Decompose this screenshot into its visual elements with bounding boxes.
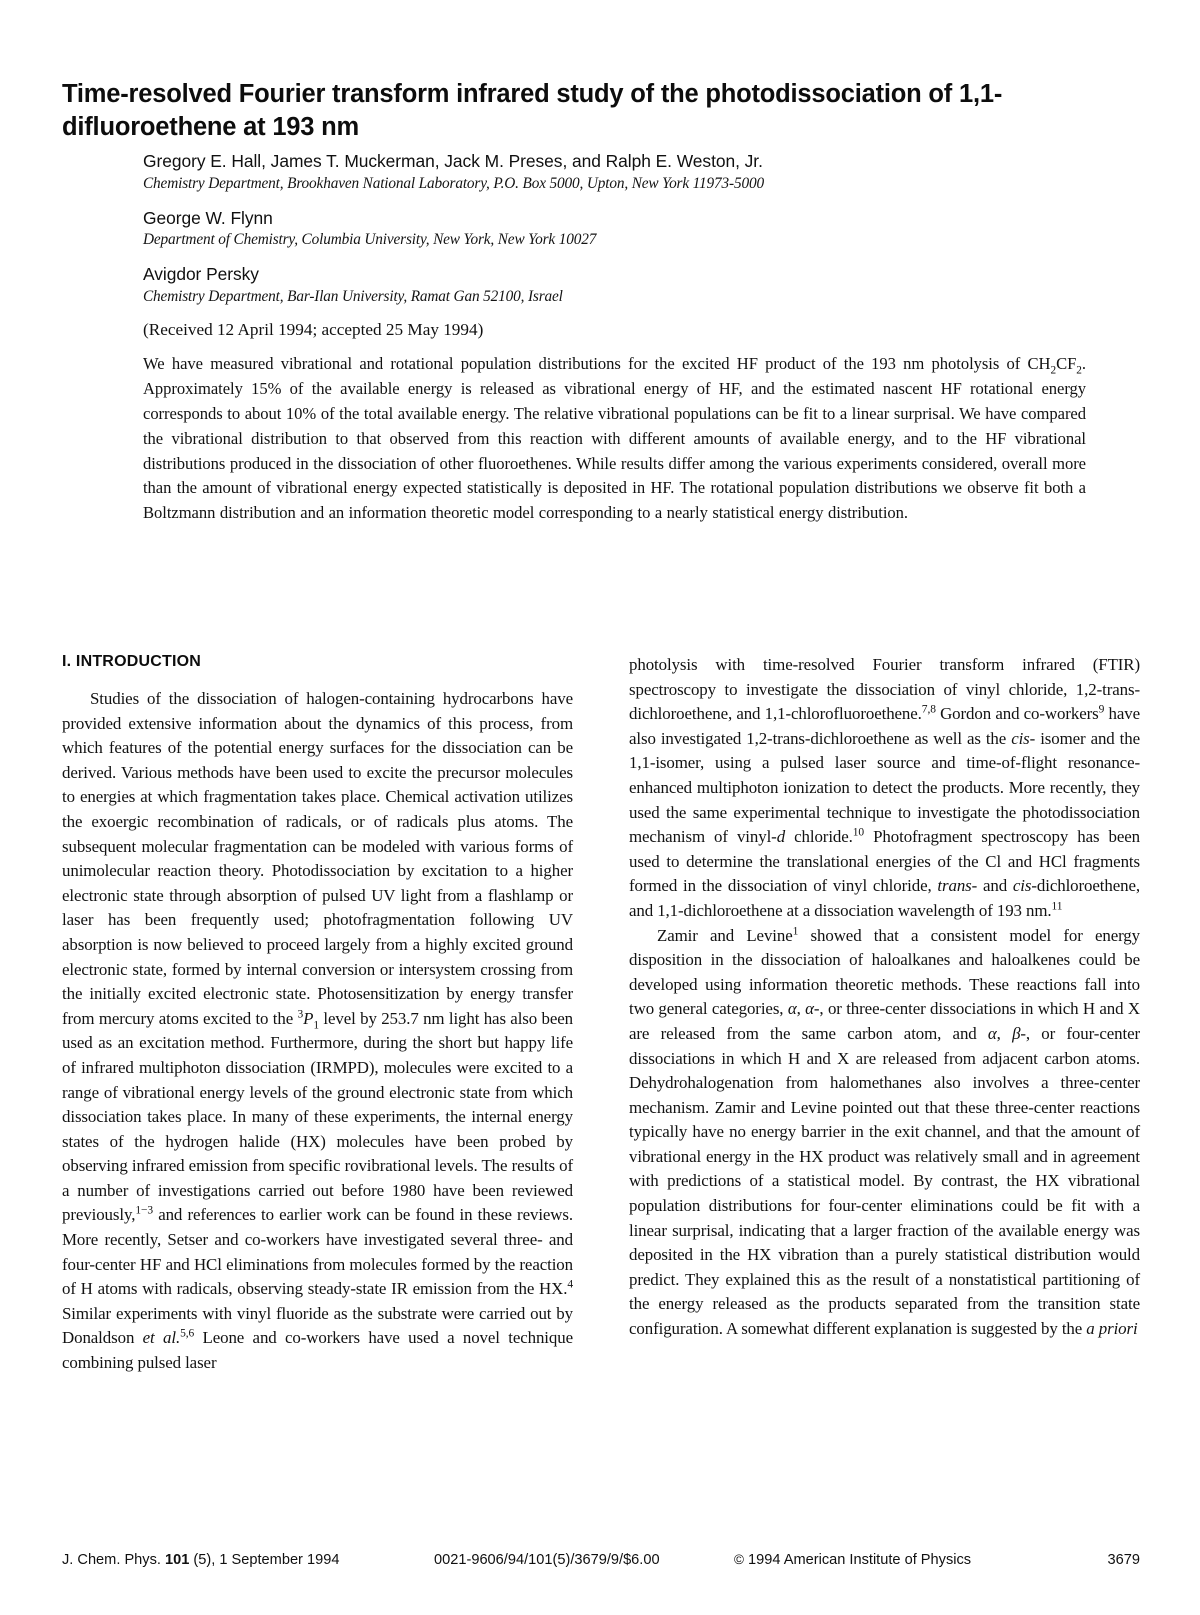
greek-alpha: α- — [805, 999, 820, 1019]
para-text: and references to earlier work can be found in these reviews. More recently, Setser and co-workers have investigated several three- and four-center HF and HCl eliminations from molecules formed by the reaction of H atoms with radicals, observing steady-state IR emission from the HX. — [62, 1205, 573, 1299]
author-group-3 — [143, 263, 1143, 307]
paragraph-zamir-levine — [629, 924, 1140, 1342]
para-text: chloride. — [785, 827, 853, 847]
citation-ref: 1 — [792, 924, 799, 937]
et-al-italic: et al. — [142, 1328, 181, 1348]
section-heading-introduction: I. INTRODUCTION — [62, 653, 201, 670]
para-text: , — [796, 999, 806, 1019]
abstract-text-1: We have measured vibrational and rotational population distributions for the excited HF product of the 193 nm photolysis of CH — [143, 354, 1051, 373]
para-text: Studies of the dissociation of halogen-containing hydrocarbons have provided extensive information about the dynamics of this process, from which features of the potential energy surfaces for the dissociation can be derived. Various methods have been used to excite the precursor molecules to energies at which fragmentation takes place. Chemical activation utilizes the exoergic recombination of radicals, or of radicals plus atoms. The subsequent molecular fragmentation can be modeled with various forms of unimolecular reaction theory. Photodissociation by excitation to a higher electronic state through absorption of pulsed UV light from a flashlamp or laser has been frequently used; photofragmentation following UV absorption is now believed to proceed largely from a highly excited ground electronic state, formed by internal conversion or intersystem crossing from the initially excited electronic state. Photosensitization by energy transfer from mercury atoms excited to the — [62, 689, 573, 1028]
para-text: Photofragment spectroscopy has been used to determine the translational energies of the Cl and HCl fragments formed in the dissociation of vinyl chloride, — [629, 827, 1140, 896]
cis-italic-2: cis — [1012, 876, 1032, 896]
para-text: showed that a consistent model for energy disposition in the dissociation of haloalkanes and haloalkenes could be developed using information theoretic methods. These reactions fall into two general categories, — [629, 925, 1141, 1019]
abstract-text-2: CF — [1056, 354, 1077, 373]
para-text: Similar experiments with vinyl fluoride as the substrate were carried out by Donaldson — [62, 1303, 573, 1348]
a-priori-italic: a priori — [1086, 1319, 1138, 1339]
copyright-text: 1994 American Institute of Physics — [743, 1552, 972, 1568]
footer-issn-code: 0021-9606/94/101(5)/3679/9/$6.00 — [434, 1552, 660, 1568]
author-group-2 — [143, 207, 1143, 251]
right-column — [629, 653, 1140, 1376]
trans-italic: trans- — [937, 876, 978, 896]
cis-italic: cis- — [1011, 728, 1036, 748]
page-footer — [62, 1552, 1140, 1568]
citation-ref: 10 — [852, 826, 865, 839]
citation-ref: 1−3 — [135, 1204, 154, 1217]
para-text: isomer and the 1,1-isomer, using a pulsed laser source and time-of-flight resonance-enhanced multiphoton ionization to detect the products. More recently, they used the same experimental technique to investigate the photodissociation mechanism of vinyl- — [629, 728, 1140, 847]
abstract-text-3: . Approximately 15% of the available energy is released as vibrational energy of HF, and the estimated nascent HF rotational energy corresponds to about 10% of the total available energy. The relative vibrational populations can be fit to a linear surprisal. We have compared the vibrational distribution to that observed from this reaction with different amounts of available energy, and to the HF vibrational distributions produced in the dissociation of other fluoroethenes. While results differ among the various experiments considered, overall more than the amount of vibrational energy expected statistically is deposited in HF. The rotational population distributions we observe fit both a Boltzmann distribution and an information theoretic model corresponding to a nearly statistical energy distribution. — [143, 354, 1086, 523]
author-affiliation: Chemistry Department, Brookhaven National Laboratory, P.O. Box 5000, Upton, New York 11973-5000 — [143, 174, 764, 192]
body-columns — [62, 653, 1140, 1376]
author-names: Avigdor Persky — [143, 264, 259, 284]
greek-alpha: α — [787, 999, 797, 1019]
citation-ref: 11 — [1051, 900, 1063, 913]
para-text: Zamir and Levine — [657, 925, 793, 945]
term-symbol-subscript: 1 — [313, 1019, 320, 1032]
para-text: have also investigated 1,2-trans-dichloroethene as well as the — [629, 704, 1140, 748]
author-names: George W. Flynn — [143, 207, 273, 228]
paragraph-intro-left — [62, 687, 573, 1376]
para-text: Gordon and co-workers — [935, 704, 1099, 724]
abstract — [143, 352, 1086, 526]
received-accepted-line: (Received 12 April 1994; accepted 25 May 1994) — [143, 319, 484, 339]
citation-ref: 9 — [1098, 703, 1105, 716]
vinyl-d-italic: d — [776, 827, 786, 847]
author-names: Gregory E. Hall, James T. Muckerman, Jack M. Preses, and Ralph E. Weston, Jr. — [143, 151, 763, 171]
footer-journal-citation — [62, 1552, 434, 1568]
abstract-subscript-2: 2 — [1076, 364, 1082, 377]
title-block — [62, 78, 1140, 143]
abstract-subscript-1: 2 — [1050, 364, 1057, 377]
para-text: level by 253.7 nm light has also been used as an excitation method. Furthermore, during the short but happy life of infrared multiphoton dissociation (IRMPD), molecules were excited to a range of vibrational energy levels of the ground electronic state from which dissociation takes place. In many of these experiments, the internal energy states of the hydrogen halide (HX) molecules have been probed by observing infrared emission from specific rovibrational levels. The results of a number of investigations carried out before 1980 have been reviewed previously, — [62, 1008, 573, 1225]
footer-copyright-block — [734, 1552, 1140, 1568]
journal-name: J. Chem. Phys. — [62, 1552, 165, 1568]
para-text: , or three-center dissociations in which H and X are released from the same carbon atom, and — [629, 999, 1140, 1043]
page-title: Time-resolved Fourier transform infrared study of the photodissociation of 1,1-difluoroethene at 193 nm — [62, 80, 1003, 141]
author-group-1 — [143, 150, 1143, 194]
author-affiliation: Chemistry Department, Bar-Ilan University, Ramat Gan 52100, Israel — [143, 287, 563, 305]
para-text: , or four-center dissociations in which H and X are released from adjacent carbon atoms. Dehydrohalogenation from halomethanes also involves a three-center mechanism. Zamir and Levine pointed out that these three-center reactions typically have no energy barrier in the exit channel, and that the amount of vibrational energy in the HX product was relatively small and in agreement with predictions of a statistical model. By contrast, the HX vibrational population distributions for four-center eliminations could be fit with a linear surprisal, indicating that a larger fraction of the available energy was deposited in the HX vibration than a purely statistical distribution would predict. They explained this as the result of a nonstatistical partitioning of the energy released as the products separated from the transition state configuration. A somewhat different explanation is suggested by the — [629, 1023, 1140, 1339]
author-affiliation: Department of Chemistry, Columbia University, New York, New York 10027 — [143, 231, 597, 249]
para-text: , — [996, 1023, 1013, 1043]
term-symbol-superscript: 3 — [297, 1008, 304, 1021]
para-text: -dichloroethene, and 1,1-dichloroethene at a dissociation wavelength of 193 nm. — [629, 876, 1140, 920]
citation-ref: 7,8 — [921, 703, 936, 716]
paragraph-intro-right-continued — [629, 653, 1140, 924]
citation-ref: 4 — [567, 1278, 573, 1291]
authors-block — [143, 150, 1143, 340]
copyright-icon: © — [734, 1552, 744, 1567]
greek-alpha: α — [987, 1023, 997, 1043]
left-column — [62, 653, 573, 1376]
para-text: photolysis with time-resolved Fourier transform infrared (FTIR) spectroscopy to investigate the dissociation of vinyl chloride, 1,2-trans-dichloroethene, and 1,1-chlorofluoroethene. — [629, 655, 1140, 724]
term-symbol-P: P — [303, 1008, 314, 1028]
copyright-notice — [734, 1552, 971, 1568]
journal-issue-date: (5), 1 September 1994 — [189, 1552, 340, 1568]
para-text: Leone and co-workers have used a novel technique combining pulsed laser — [62, 1328, 573, 1373]
journal-volume: 101 — [165, 1552, 190, 1568]
page-number: 3679 — [1107, 1552, 1140, 1568]
para-text: and — [977, 876, 1013, 896]
citation-ref: 5,6 — [180, 1327, 195, 1340]
greek-beta: β- — [1012, 1023, 1026, 1043]
